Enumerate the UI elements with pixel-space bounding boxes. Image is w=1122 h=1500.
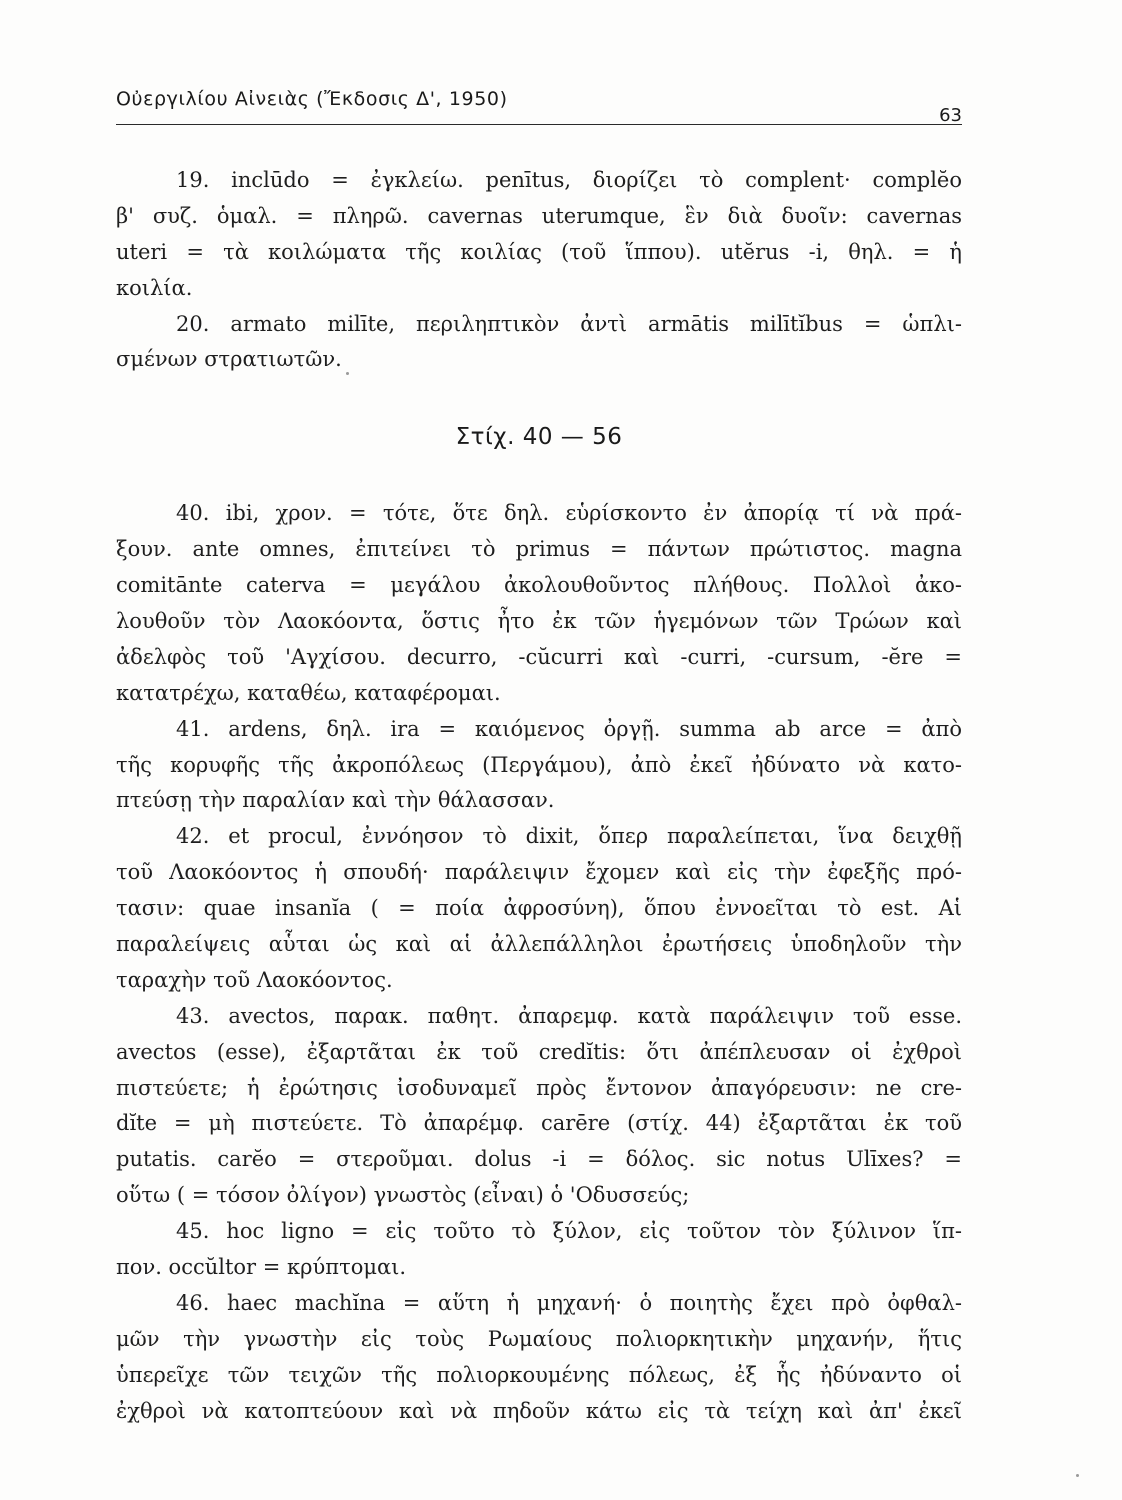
text-line: comitānte caterva = μεγάλου ἀκολουθοῦντος πλήθους. Πολλοὶ ἀκο- <box>116 573 962 598</box>
text-line: 46. haec machĭna = αὕτη ἡ μηχανή· ὁ ποιητὴς ἔχει πρὸ ὀφθαλ- <box>176 1290 962 1315</box>
text-line: putatis. carĕo = στεροῦμαι. dolus -i = δόλος. sic notus Ulīxes? = <box>116 1147 962 1172</box>
paper-speck <box>346 372 349 375</box>
text-line: τῆς κορυφῆς τῆς ἀκροπόλεως (Περγάμου), ἀπὸ ἐκεῖ ἠδύνατο νὰ κατο- <box>116 752 962 777</box>
text-line: παραλείψεις αὗται ὡς καὶ αἱ ἀλλεπάλληλοι ἐρωτήσεις ὑποδηλοῦν τὴν <box>116 932 962 957</box>
text-line: 40. ibi, χρον. = τότε, ὅτε δηλ. εὑρίσκοντο ἐν ἀπορίᾳ τί νὰ πρά- <box>176 501 962 526</box>
text-line: 42. et procul, ἐννόησον τὸ dixit, ὅπερ παραλείπεται, ἵνα δειχθῇ <box>176 824 962 849</box>
text-line: πον. occŭltor = κρύπτομαι. <box>116 1255 407 1280</box>
text-line: uteri = τὰ κοιλώματα τῆς κοιλίας (τοῦ ἵππου). utĕrus -i, θηλ. = ἡ <box>116 239 962 264</box>
paper-speck <box>1076 1474 1079 1477</box>
text-line: ἐχθροὶ νὰ κατοπτεύουν καὶ νὰ πηδοῦν κάτω εἰς τὰ τείχη καὶ ἀπ' ἐκεῖ <box>116 1398 962 1423</box>
commentary-notes-19-20 <box>116 163 962 378</box>
header-rule <box>116 124 962 125</box>
section-heading: Στίχ. 40 — 56 <box>455 424 623 451</box>
text-line: β' συζ. ὁμαλ. = πληρῶ. cavernas uterumque, ἓν διὰ δυοῖν: cavernas <box>116 203 962 228</box>
text-line: dĭte = μὴ πιστεύετε. Τὸ ἀπαρέμφ. carēre (στίχ. 44) ἐξαρτᾶται ἐκ τοῦ <box>116 1111 962 1136</box>
text-line: πιστεύετε; ἡ ἐρώτησις ἰσοδυναμεῖ πρὸς ἔντονον ἀπαγόρευσιν: ne cre- <box>116 1075 962 1100</box>
text-line: 43. avectos, παρακ. παθητ. ἀπαρεμφ. κατὰ παράλειψιν τοῦ esse. <box>176 1003 962 1028</box>
page-number: 63 <box>939 105 962 126</box>
text-line: μῶν τὴν γνωστὴν εἰς τοὺς Ρωμαίους πολιορκητικὴν μηχανήν, ἥτις <box>116 1326 962 1351</box>
text-line: 45. hoc ligno = εἰς τοῦτο τὸ ξύλον, εἰς τοῦτον τὸν ξύλινον ἵπ- <box>176 1219 962 1244</box>
running-title: Οὐεργιλίου Αἰνειὰς (Ἔκδοσις Δ', 1950) <box>116 88 508 110</box>
text-line: λουθοῦν τὸν Λαοκόοντα, ὅστις ἦτο ἐκ τῶν ἡγεμόνων τῶν Τρώων καὶ <box>116 609 962 634</box>
text-line: avectos (esse), ἐξαρτᾶται ἐκ τοῦ credĭtis: ὅτι ἀπέπλευσαν οἱ ἐχθροὶ <box>116 1039 962 1064</box>
text-line: σμένων στρατιωτῶν. <box>116 347 342 372</box>
text-line: οὕτω ( = τόσον ὀλίγον) γνωστὸς (εἶναι) ὁ 'Οδυσσεύς; <box>116 1183 690 1208</box>
running-head <box>116 88 962 126</box>
text-line: ἀδελφὸς τοῦ 'Αγχίσου. decurro, -cŭcurri καὶ -curri, -cursum, -ĕre = <box>116 644 962 669</box>
text-line: ταραχὴν τοῦ Λαοκόοντος. <box>116 967 393 992</box>
commentary-notes-40-46 <box>116 496 962 1429</box>
text-line: κατατρέχω, καταθέω, καταφέρομαι. <box>116 680 501 705</box>
text-line: ξουν. ante omnes, ἐπιτείνει τὸ primus = πάντων πρώτιστος. magna <box>116 537 962 562</box>
text-line: 19. inclūdo = ἐγκλείω. penītus, διορίζει τὸ complent· complĕo <box>176 168 962 192</box>
text-line: τασιν: quae insanĭa ( = ποία ἀφροσύνη), ὅπου ἐννοεῖται τὸ est. Αἱ <box>116 896 962 921</box>
text-line: 41. ardens, δηλ. ira = καιόμενος ὀργῇ. summa ab arce = ἀπὸ <box>176 716 962 741</box>
text-line: ὑπερεῖχε τῶν τειχῶν τῆς πολιορκουμένης πόλεως, ἐξ ἧς ἠδύναντο οἱ <box>116 1362 962 1387</box>
text-line: πτεύσῃ τὴν παραλίαν καὶ τὴν θάλασσαν. <box>116 788 555 813</box>
text-line: τοῦ Λαοκόοντος ἡ σπουδή· παράλειψιν ἔχομεν καὶ εἰς τὴν ἐφεξῆς πρό- <box>116 860 962 885</box>
commentary-body <box>116 163 962 1430</box>
text-line: 20. armato milīte, περιληπτικὸν ἀντὶ armātis milītĭbus = ὡπλι- <box>176 311 962 336</box>
text-line: κοιλία. <box>116 275 193 300</box>
